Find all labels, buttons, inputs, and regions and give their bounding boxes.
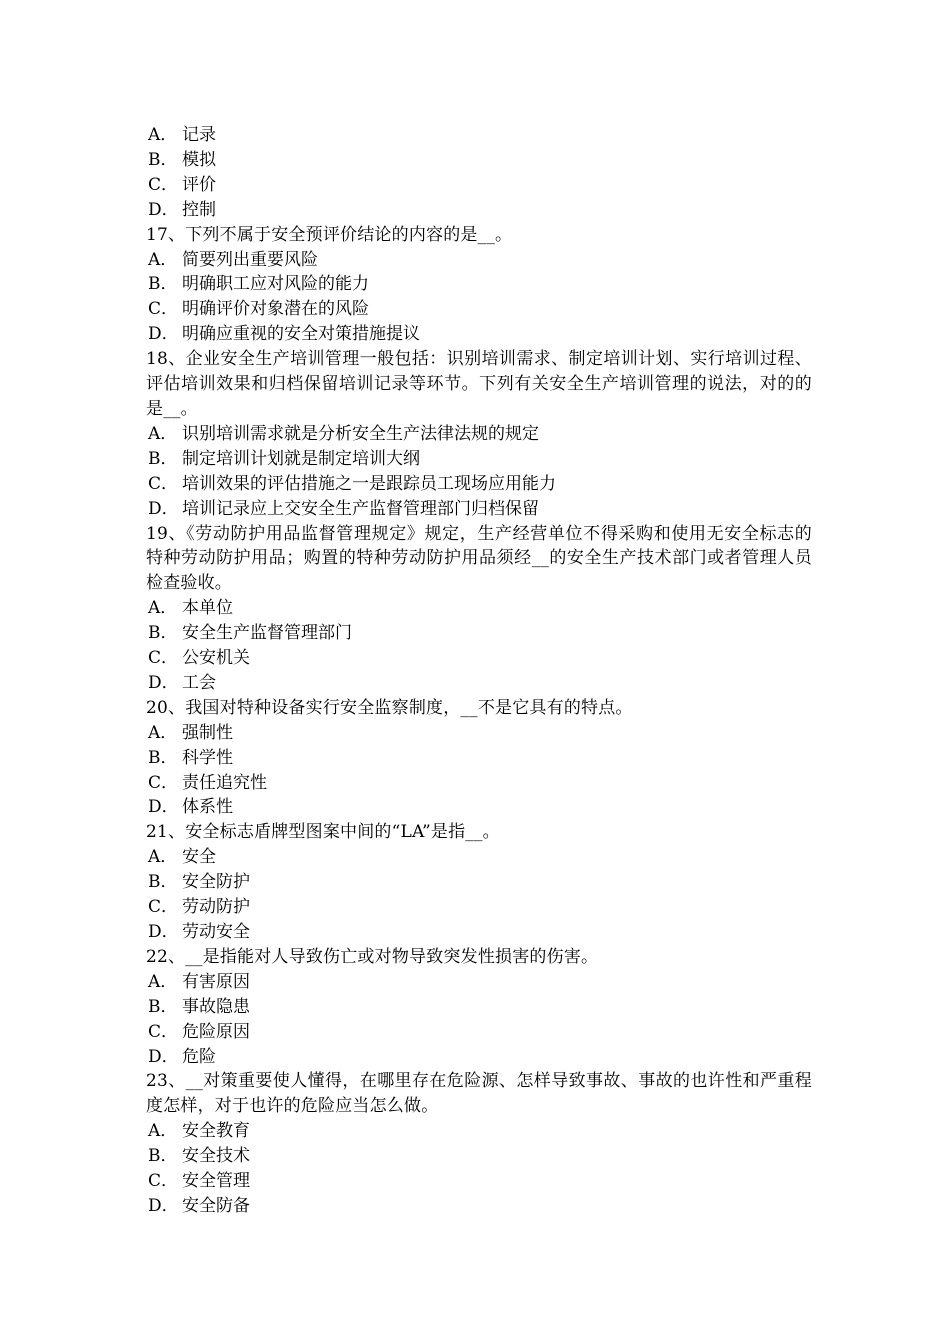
option-text: 安全生产监督管理部门 [182, 623, 352, 644]
option-text: 公安机关 [182, 648, 250, 669]
option-text: 危险原因 [182, 1021, 250, 1042]
answer-option [146, 248, 812, 273]
document-page [146, 123, 812, 1219]
option-letter: A． [148, 598, 178, 619]
question-text: 22、__是指能对人导致伤亡或对物导致突发性损害的伤害。 [146, 946, 599, 967]
option-letter: D． [148, 199, 179, 220]
answer-option [146, 746, 812, 771]
option-text: 劳动安全 [182, 922, 250, 942]
answer-option [146, 297, 812, 322]
option-text: 科学性 [182, 747, 233, 768]
option-letter: B． [148, 747, 178, 768]
option-letter: A． [148, 971, 178, 992]
answer-option [146, 1045, 812, 1070]
answer-option [146, 123, 812, 148]
option-text: 记录 [182, 125, 216, 145]
answer-option [146, 198, 812, 223]
answer-option [146, 771, 812, 796]
option-letter: D． [148, 324, 179, 345]
answer-option [146, 173, 812, 198]
answer-option [146, 1144, 812, 1169]
option-text: 事故隐患 [182, 996, 250, 1017]
option-text: 控制 [182, 199, 216, 220]
option-text: 本单位 [182, 598, 233, 619]
option-letter: B． [148, 623, 178, 644]
option-text: 制定培训计划就是制定培训大纲 [182, 448, 420, 469]
option-letter: B． [148, 274, 178, 295]
option-letter: D． [148, 1195, 179, 1216]
option-letter: D． [148, 797, 179, 818]
answer-option [146, 1169, 812, 1194]
option-text: 体系性 [182, 797, 233, 818]
question-text: 19、《劳动防护用品监督管理规定》规定，生产经营单位不得采购和使用无安全标志的特种劳动防护用品；购置的特种劳动防护用品须经__的安全生产技术部门或者管理人员检查验收。 [146, 523, 812, 594]
answer-option [146, 497, 812, 522]
option-text: 安全技术 [182, 1146, 250, 1167]
option-text: 培训效果的评估措施之一是跟踪员工现场应用能力 [182, 473, 556, 494]
answer-option [146, 920, 812, 945]
option-text: 强制性 [182, 722, 233, 743]
option-letter: A． [148, 249, 178, 270]
option-text: 有害原因 [182, 971, 250, 992]
option-letter: C． [148, 897, 179, 918]
option-text: 责任追究性 [182, 772, 267, 793]
answer-option [146, 1194, 812, 1219]
answer-option [146, 870, 812, 895]
option-letter: A． [148, 1121, 178, 1142]
option-letter: A． [148, 125, 178, 145]
answer-option [146, 721, 812, 746]
question-text: 23、__对策重要使人懂得，在哪里存在危险源、怎样导致事故、事故的也许性和严重程度怎样，对于也许的危险应当怎么做。 [146, 1071, 812, 1117]
option-text: 安全教育 [182, 1121, 250, 1142]
option-letter: D． [148, 498, 179, 519]
answer-option [146, 646, 812, 671]
answer-option [146, 845, 812, 870]
answer-option [146, 1020, 812, 1045]
answer-option [146, 1119, 812, 1144]
option-text: 明确应重视的安全对策措施提议 [182, 324, 420, 345]
question-text: 20、我国对特种设备实行安全监察制度，__不是它具有的特点。 [146, 697, 633, 718]
question-text: 17、下列不属于安全预评价结论的内容的是__。 [146, 224, 513, 245]
answer-option [146, 472, 812, 497]
option-letter: C． [148, 772, 179, 793]
option-letter: B． [148, 448, 178, 469]
option-letter: B． [148, 996, 178, 1017]
option-text: 识别培训需求就是分析安全生产法律法规的规定 [182, 423, 539, 444]
answer-option [146, 995, 812, 1020]
option-letter: D． [148, 922, 179, 942]
option-text: 工会 [182, 672, 216, 693]
answer-option [146, 322, 812, 347]
option-letter: C． [148, 1171, 179, 1192]
option-letter: B． [148, 1146, 178, 1167]
answer-option [146, 447, 812, 472]
answer-option [146, 596, 812, 621]
option-letter: A． [148, 722, 178, 743]
option-letter: C． [148, 1021, 179, 1042]
answer-option [146, 895, 812, 920]
option-letter: C． [148, 174, 179, 195]
option-text: 安全管理 [182, 1171, 250, 1192]
option-text: 明确职工应对风险的能力 [182, 274, 369, 295]
option-letter: C． [148, 473, 179, 494]
answer-option [146, 795, 812, 820]
answer-option [146, 148, 812, 173]
option-letter: A． [148, 847, 178, 868]
option-letter: B． [148, 149, 178, 170]
option-letter: C． [148, 648, 179, 669]
option-text: 劳动防护 [182, 897, 250, 918]
option-letter: B． [148, 872, 178, 893]
option-text: 明确评价对象潜在的风险 [182, 299, 369, 320]
option-letter: D． [148, 1046, 179, 1067]
answer-option [146, 671, 812, 696]
answer-option [146, 422, 812, 447]
question-text: 21、安全标志盾牌型图案中间的“LA”是指__。 [146, 822, 500, 843]
option-text: 安全 [182, 847, 216, 868]
question-text: 18、企业安全生产培训管理一般包括：识别培训需求、制定培训计划、实行培训过程、评估培训效果和归档保留培训记录等环节。下列有关安全生产培训管理的说法，对的的是__。 [146, 349, 812, 419]
option-letter: C． [148, 299, 179, 320]
answer-option [146, 970, 812, 995]
option-text: 简要列出重要风险 [182, 249, 318, 270]
option-text: 安全防备 [182, 1195, 250, 1216]
option-text: 模拟 [182, 149, 216, 170]
option-letter: A． [148, 423, 178, 444]
option-letter: D． [148, 672, 179, 693]
answer-option [146, 272, 812, 297]
question-list [146, 123, 812, 1219]
option-text: 安全防护 [182, 872, 250, 893]
option-text: 评价 [182, 174, 216, 195]
option-text: 培训记录应上交安全生产监督管理部门归档保留 [182, 498, 539, 519]
answer-option [146, 621, 812, 646]
option-text: 危险 [182, 1046, 216, 1067]
